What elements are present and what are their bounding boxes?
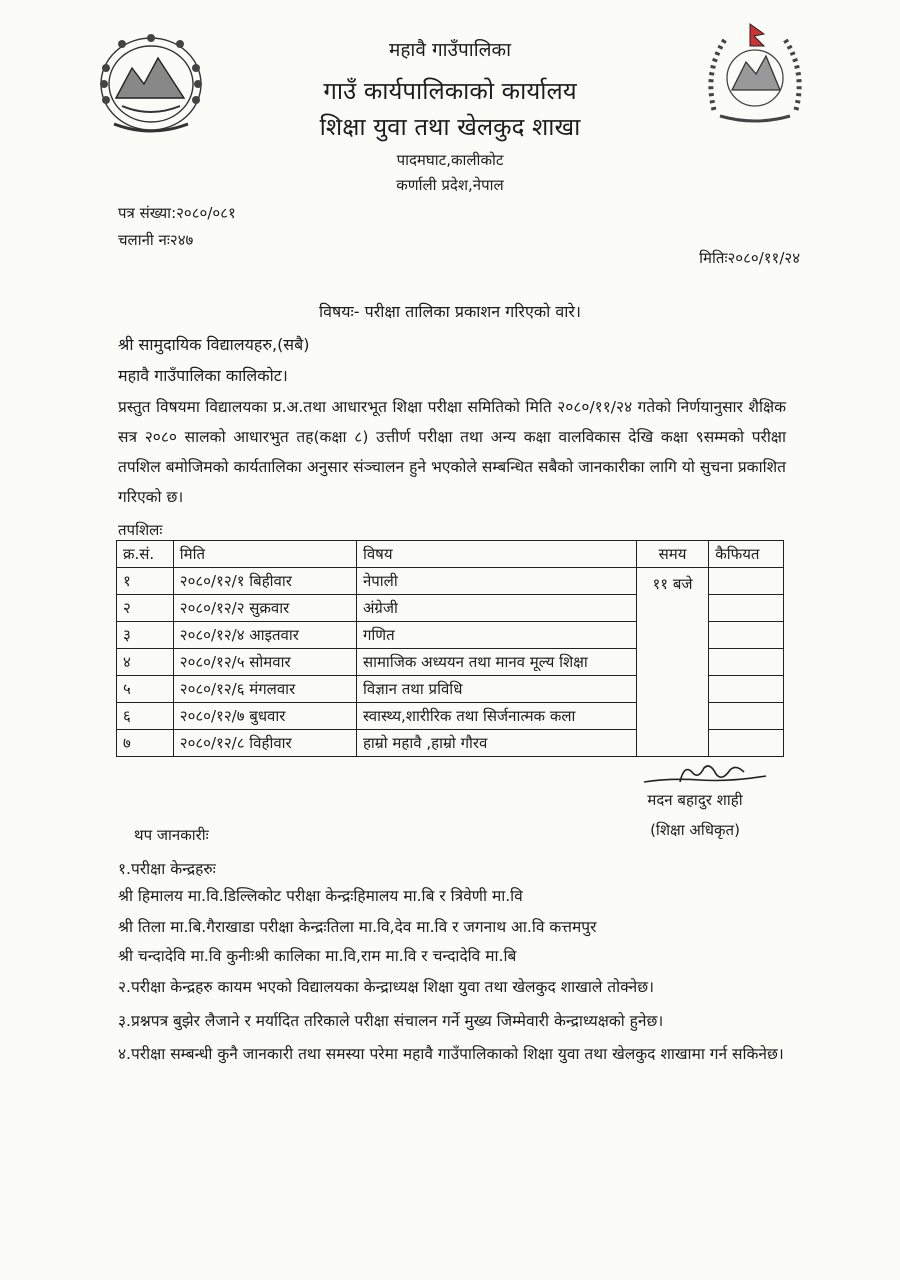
office-place: पादमघाट,कालीकोट <box>396 151 504 169</box>
dispatch-number: चलानी नः२४७ <box>118 231 194 249</box>
nepal-national-emblem-logo <box>700 20 810 126</box>
signer-name: मदन बहादुर शाही <box>647 791 743 809</box>
signer-title: (शिक्षा अधिकृत) <box>650 821 740 839</box>
more-info-title: थप जानकारीः <box>134 826 209 844</box>
letter-body: प्रस्तुत विषयमा विद्यालयका प्र.अ.तथा आधारभूत शिक्षा परीक्षा समितिको मिति २०८०/११/२४ गतेको निर्णयानुसार शैक्षिक सत्र २०८० सालको आधारभुत तह(कक्षा ८) उत्तीर्ण परीक्षा तथा अन्य कक्षा वालविकास देखि कक्षा ९सम्मको परीक्षा तपशिल बमोजिमको कार्यतालिका अनुसार संञ्चालन हुने भएकोले सम्बन्धित सबैको जानकारीका लागि यो सुचना प्रकाशित गरिएको छ। <box>118 398 786 506</box>
letter-date: मितिः२०८०/११/२४ <box>699 249 800 267</box>
info-point-4: ४.परीक्षा सम्बन्धी कुनै जानकारी तथा समस्या परेमा महावै गाउँपालिकाको शिक्षा युवा तथा खेलकुद शाखामा गर्न सकिनेछ। <box>118 1045 784 1063</box>
office-name: गाउँ कार्यपालिकाको कार्यालय <box>323 77 577 105</box>
table-row <box>117 568 784 595</box>
row-sn: २ <box>117 595 174 622</box>
row-subject: हाम्रो महावै ,हाम्रो गौरव <box>356 730 636 757</box>
exam-center-2: श्री तिला मा.बि.गैराखाडा परीक्षा केन्द्रःतिला मा.वि,देव मा.वि र जगनाथ आ.वि कत्तमपुर <box>118 918 597 936</box>
row-subject: सामाजिक अध्ययन तथा मानव मूल्य शिक्षा <box>356 649 636 676</box>
row-remarks <box>709 622 784 649</box>
centers-heading: १.परीक्षा केन्द्रहरुः <box>118 860 216 878</box>
row-date: २०८०/१२/४ आइतवार <box>173 622 356 649</box>
table-header-row <box>117 541 784 568</box>
row-date: २०८०/१२/१ बिहीवार <box>173 568 356 595</box>
exam-center-3: श्री चन्दादेवि मा.वि कुनीःश्री कालिका मा.वि,राम मा.वि र चन्दादेवि मा.बि <box>118 947 517 965</box>
municipality-name: महावै गाउँपालिका <box>388 39 512 61</box>
letter-subject: विषयः- परीक्षा तालिका प्रकाशन गरिएको वारे। <box>318 302 581 321</box>
exam-center-1: श्री हिमालय मा.वि.डिल्लिकोट परीक्षा केन्द्रःहिमालय मा.बि र त्रिवेणी मा.वि <box>118 887 523 905</box>
row-remarks <box>709 649 784 676</box>
row-date: २०८०/१२/८ विहीवार <box>173 730 356 757</box>
header-sn: क्र.सं. <box>117 541 174 568</box>
details-label: तपशिलः <box>118 521 163 539</box>
row-sn: ५ <box>117 676 174 703</box>
header-time: समय <box>636 541 708 568</box>
row-sn: ७ <box>117 730 174 757</box>
letter-number: पत्र संख्या:२०८०/०८१ <box>118 204 236 222</box>
exam-schedule-table <box>116 540 784 757</box>
branch-name: शिक्षा युवा तथा खेलकुद शाखा <box>319 113 581 141</box>
row-date: २०८०/१२/७ बुधवार <box>173 703 356 730</box>
row-sn: ६ <box>117 703 174 730</box>
row-sn: १ <box>117 568 174 595</box>
row-subject: नेपाली <box>356 568 636 595</box>
header-subject: विषय <box>356 541 636 568</box>
row-remarks <box>709 568 784 595</box>
row-subject: अंग्रेजी <box>356 595 636 622</box>
info-point-3: ३.प्रश्नपत्र बुझेर लैजाने र मर्यादित तरिकाले परीक्षा संचालन गर्ने मुख्य जिम्मेवारी केन्द्राध्यक्षको हुनेछ। <box>118 1012 664 1030</box>
office-province: कर्णाली प्रदेश,नेपाल <box>396 176 504 194</box>
row-subject: स्वास्थ्य,शारीरिक तथा सिर्जनात्मक कला <box>356 703 636 730</box>
row-remarks <box>709 703 784 730</box>
row-remarks <box>709 676 784 703</box>
row-date: २०८०/१२/५ सोमवार <box>173 649 356 676</box>
header-remarks: कैफियत <box>709 541 784 568</box>
row-subject: विज्ञान तथा प्रविधि <box>356 676 636 703</box>
row-date: २०८०/१२/६ मंगलवार <box>173 676 356 703</box>
row-date: २०८०/१२/२ सुक्रवार <box>173 595 356 622</box>
row-subject: गणित <box>356 622 636 649</box>
exam-time: ११ बजे <box>636 568 708 757</box>
row-sn: ४ <box>117 649 174 676</box>
addressee-line-1: श्री सामुदायिक विद्यालयहरु,(सबै) <box>118 335 310 354</box>
row-sn: ३ <box>117 622 174 649</box>
row-remarks <box>709 595 784 622</box>
info-point-2: २.परीक्षा केन्द्रहरु कायम भएको विद्यालयका केन्द्राध्यक्ष शिक्षा युवा तथा खेलकुद शाखाले तोक्नेछ। <box>118 978 654 996</box>
signature-scribble <box>640 760 770 790</box>
addressee-line-2: महावै गाउँपालिका कालिकोट। <box>118 366 288 385</box>
government-emblem-logo <box>92 28 210 140</box>
row-remarks <box>709 730 784 757</box>
header-date: मिति <box>173 541 356 568</box>
